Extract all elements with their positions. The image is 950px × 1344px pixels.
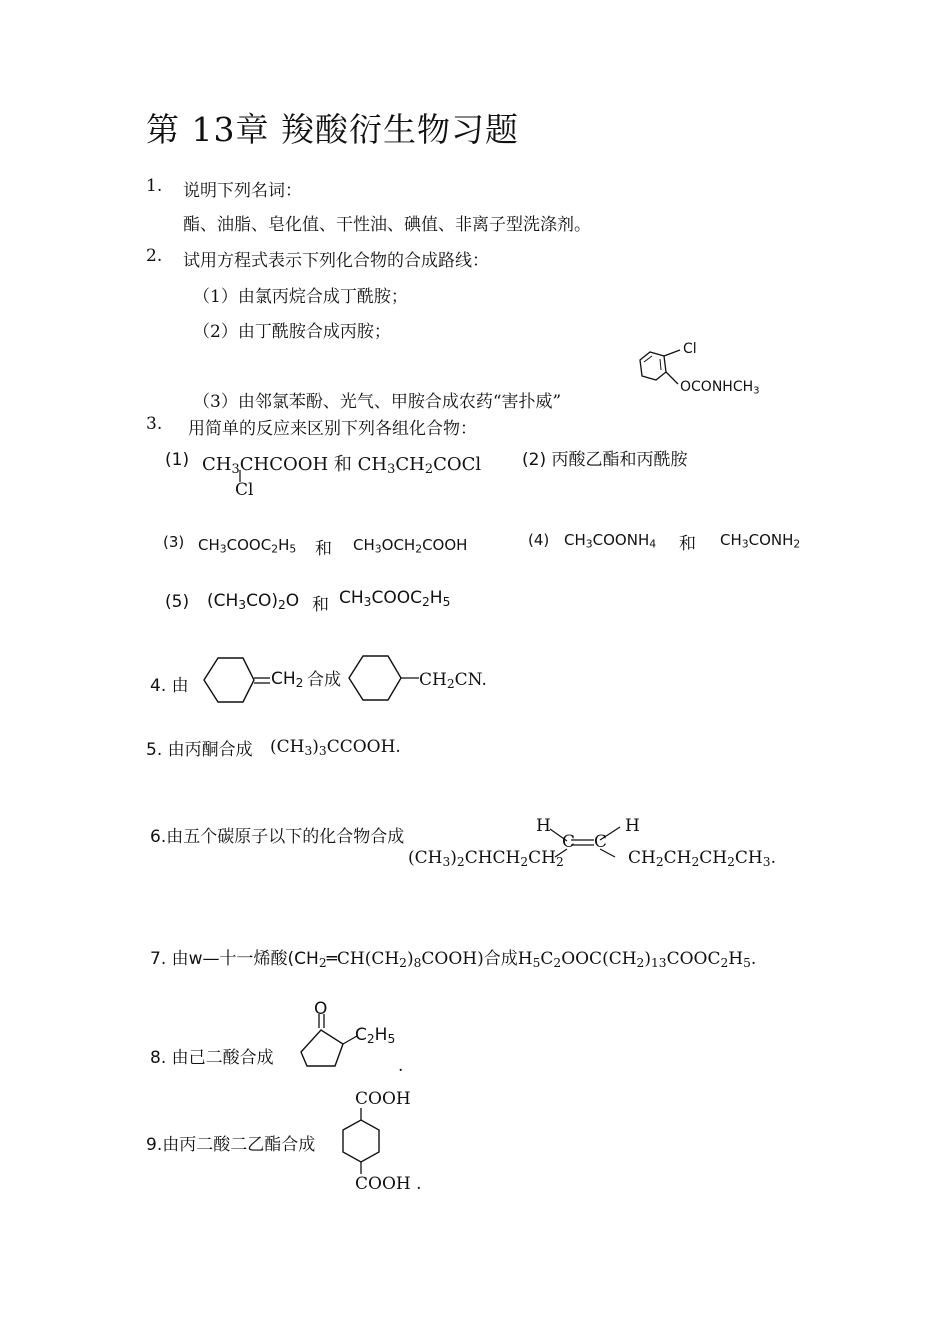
q3-pair-5-a: $(CH_3CO)_2O$ bbox=[207, 591, 300, 613]
q4-cyclopentylidene bbox=[198, 650, 278, 710]
q3-pair-4-a: $CH_3COONH_4$ bbox=[564, 531, 657, 551]
q4-cyclopentyl bbox=[343, 648, 423, 708]
q9-text: 9.由丙二酸二乙酯合成 bbox=[146, 1135, 316, 1155]
q3-pair-3-b: $CH_3OCH_2COOH$ bbox=[353, 536, 468, 556]
q6-left-chain: $(CH_3)_2CHCH_2CH_2$ bbox=[408, 848, 564, 870]
q1-text: 说明下列名词： bbox=[183, 181, 302, 201]
q6-c-left: C bbox=[562, 832, 576, 852]
q3-pair-3-label: (3) bbox=[163, 533, 185, 551]
q3-pair-2: (2) 丙酸乙酯和丙酰胺 bbox=[522, 450, 688, 470]
q1-terms: 酯、油脂、皂化值、干性油、碘值、非离子型洗涤剂。 bbox=[183, 215, 591, 235]
q6-h-left: H bbox=[536, 816, 551, 836]
q3-pair-4-label: (4) bbox=[528, 531, 550, 549]
q5-product: $(CH_3)_3CCOOH$. bbox=[270, 737, 401, 759]
q4-prefix: 4. 由 bbox=[150, 676, 189, 696]
q6-right-chain: $CH_2CH_2CH_2CH_3$. bbox=[628, 848, 776, 870]
q9-cyclohexane bbox=[335, 1108, 395, 1178]
q3-pair-4-b: $CH_3CONH_2$ bbox=[720, 531, 801, 551]
q6-c-right: C bbox=[594, 832, 608, 852]
q2-item-1: （1）由氯丙烷合成丁酰胺； bbox=[193, 287, 408, 307]
q3-pair-5-b: $CH_3COOC_2H_5$ bbox=[339, 588, 451, 610]
q3-text: 用简单的反应来区别下列各组化合物： bbox=[188, 419, 477, 439]
q8-ethyl: $C_2H_5$ bbox=[355, 1025, 396, 1047]
q7-line: 7. 由w—十一烯酸$(CH_2═CH(CH_2)_8COOH)$合成$H_5C_2OOC(CH_2)_{13}COOC_2H_5$. bbox=[150, 949, 757, 971]
q9-cooh-bottom: COOH . bbox=[355, 1174, 422, 1194]
q5-text: 5. 由丙酮合成 bbox=[146, 740, 253, 760]
q6-h-right: H bbox=[625, 816, 640, 836]
q8-dot: . bbox=[398, 1056, 404, 1076]
q2-number: 2. bbox=[146, 246, 163, 266]
page-title: 第 13章 羧酸衍生物习题 bbox=[146, 110, 519, 149]
q3-pair-1-label: (1) bbox=[165, 450, 190, 470]
q2-item-3: （3）由邻氯苯酚、光气、甲胺合成农药“害扑威” bbox=[193, 392, 562, 412]
q3-number: 3. bbox=[146, 414, 163, 434]
q2-text: 试用方程式表示下列化合物的合成路线： bbox=[183, 251, 489, 271]
q2-item-2: （2）由丁酰胺合成丙胺； bbox=[193, 322, 391, 342]
q3-pair-4-and: 和 bbox=[679, 534, 696, 554]
q3-pair-1-formula: $CH_3CHCOOH$ 和 $CH_3CH_2COCl$ bbox=[202, 454, 482, 478]
q9-cooh-top: COOH bbox=[355, 1089, 411, 1109]
q3-pair-5-and: 和 bbox=[312, 595, 329, 615]
q4-product: $CH_2CN$. bbox=[419, 670, 487, 692]
q8-text: 8. 由己二酸合成 bbox=[150, 1048, 274, 1068]
q8-o: O bbox=[314, 999, 328, 1019]
q3-pair-5-label: (5) bbox=[165, 592, 190, 612]
pesticide-group: $OCONHCH_3$ bbox=[680, 379, 760, 397]
q3-pair-3-a: $CH_3COOC_2H_5$ bbox=[198, 536, 297, 556]
q1-number: 1. bbox=[146, 176, 163, 196]
q3-pair-1-cl: Cl bbox=[235, 480, 254, 500]
q4-ch2: $CH_2$ bbox=[271, 669, 304, 691]
pesticide-cl: Cl bbox=[683, 341, 697, 357]
q6-text: 6.由五个碳原子以下的化合物合成 bbox=[150, 827, 405, 847]
q4-to: 合成 bbox=[307, 670, 341, 690]
q3-pair-3-and: 和 bbox=[315, 539, 332, 559]
